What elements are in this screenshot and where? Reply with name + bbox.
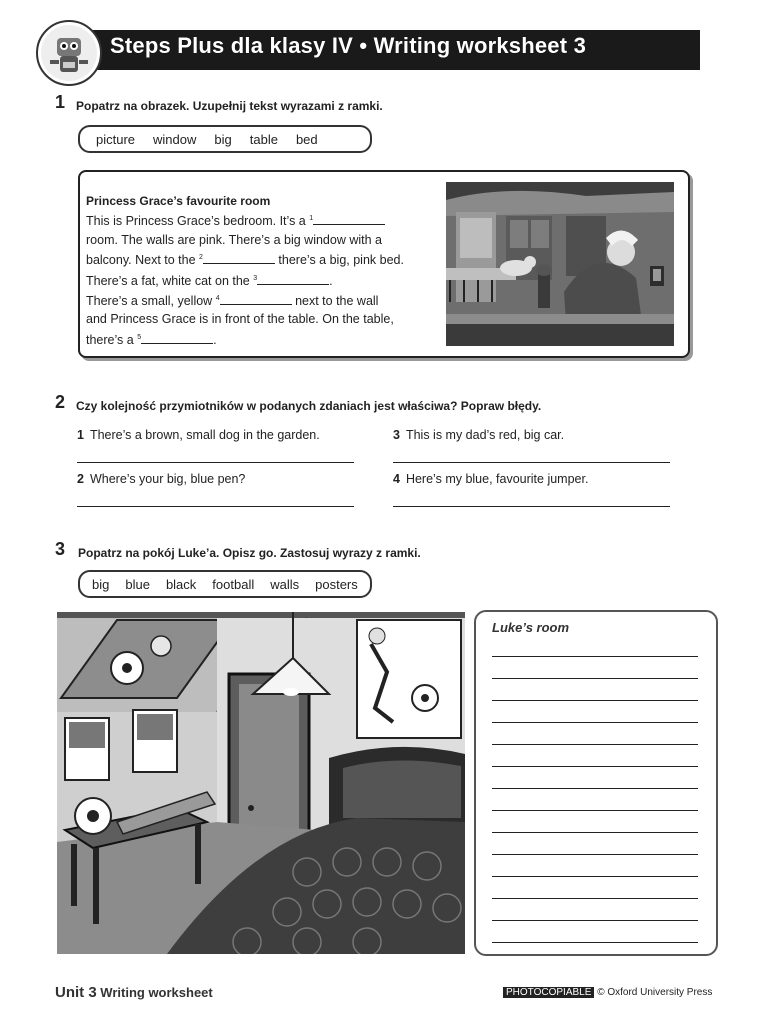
writing-line[interactable] bbox=[492, 810, 698, 811]
writing-line[interactable] bbox=[492, 942, 698, 943]
writing-line[interactable] bbox=[492, 700, 698, 701]
page-title: Steps Plus dla klasy IV • Writing worksheet 3 bbox=[110, 33, 587, 58]
sentence-item: 2 Where’s your big, blue pen? bbox=[77, 472, 246, 486]
task-number: 2 bbox=[55, 392, 66, 412]
mascot-logo bbox=[36, 20, 102, 86]
story-text bbox=[86, 192, 436, 349]
answer-line[interactable] bbox=[393, 506, 670, 507]
story-line: there’s a $^5$ . bbox=[86, 332, 217, 347]
answer-blank[interactable] bbox=[141, 331, 213, 344]
sentence-item: 1 There’s a brown, small dog in the garden. bbox=[77, 428, 320, 442]
story-line: This is Princess Grace’s bedroom. It’s a $^1$ bbox=[86, 210, 436, 230]
word: posters bbox=[315, 576, 358, 592]
word: window bbox=[153, 131, 197, 147]
word: walls bbox=[270, 576, 300, 592]
writing-lines bbox=[492, 656, 698, 964]
word-box bbox=[78, 570, 372, 598]
answer-line[interactable] bbox=[77, 462, 354, 463]
task-instruction: Popatrz na pokój Luke’a. Opisz go. Zastosuj wyrazy z ramki. bbox=[78, 546, 421, 560]
answer-line[interactable] bbox=[77, 506, 354, 507]
unit-label: Unit 3 bbox=[55, 984, 97, 1001]
word-box bbox=[78, 125, 372, 153]
word: black bbox=[165, 576, 197, 592]
writing-line[interactable] bbox=[492, 722, 698, 723]
word: big bbox=[92, 576, 110, 592]
photocopiable-badge: PHOTOCOPIABLE bbox=[503, 987, 594, 998]
writing-line[interactable] bbox=[492, 920, 698, 921]
answer-blank[interactable] bbox=[220, 292, 292, 305]
task-instruction: Popatrz na obrazek. Uzupełnij tekst wyrazami z ramki. bbox=[76, 99, 383, 113]
story-line: room. The walls are pink. There’s a big window with a bbox=[86, 232, 382, 247]
story-line: and Princess Grace is in front of the table. On the table, bbox=[86, 312, 394, 327]
writing-line[interactable] bbox=[492, 876, 698, 877]
word: picture bbox=[96, 131, 136, 147]
sentence-item: 3 This is my dad’s red, big car. bbox=[393, 428, 565, 442]
story-title: Princess Grace’s favourite room bbox=[86, 194, 271, 208]
sentence-item: 4 Here’s my blue, favourite jumper. bbox=[393, 472, 589, 486]
story-line: balcony. Next to the $^2$ there’s a big, pink bed. bbox=[86, 253, 404, 268]
word: table bbox=[249, 131, 278, 147]
writing-box-title: Luke’s room bbox=[492, 620, 570, 635]
word: bed bbox=[295, 131, 318, 147]
answer-blank[interactable] bbox=[313, 212, 385, 225]
writing-line[interactable] bbox=[492, 766, 698, 767]
writing-line[interactable] bbox=[492, 678, 698, 679]
writing-line[interactable] bbox=[492, 832, 698, 833]
answer-blank[interactable] bbox=[203, 251, 275, 264]
story-line: There’s a fat, white cat on the $^3$ . bbox=[86, 273, 333, 288]
answer-line[interactable] bbox=[393, 462, 670, 463]
lukes-room-illustration bbox=[57, 612, 465, 954]
answer-blank[interactable] bbox=[257, 272, 329, 285]
task-number: 3 bbox=[55, 539, 66, 559]
writing-line[interactable] bbox=[492, 744, 698, 745]
princess-room-illustration bbox=[446, 182, 674, 346]
writing-line[interactable] bbox=[492, 788, 698, 789]
writing-line[interactable] bbox=[492, 898, 698, 899]
word: big bbox=[214, 131, 232, 147]
footer-label: Writing worksheet bbox=[100, 985, 213, 1000]
story-line: There’s a small, yellow $^4$ next to the wall bbox=[86, 294, 379, 309]
copyright-text: © Oxford University Press bbox=[597, 987, 713, 998]
word: football bbox=[212, 576, 255, 592]
footer-unit bbox=[55, 984, 213, 1001]
writing-line[interactable] bbox=[492, 656, 698, 657]
task-instruction: Czy kolejność przymiotników w podanych zdaniach jest właściwa? Popraw błędy. bbox=[76, 399, 542, 413]
task-number: 1 bbox=[55, 92, 66, 112]
footer-copyright bbox=[503, 987, 712, 998]
word: blue bbox=[125, 576, 150, 592]
writing-line[interactable] bbox=[492, 854, 698, 855]
